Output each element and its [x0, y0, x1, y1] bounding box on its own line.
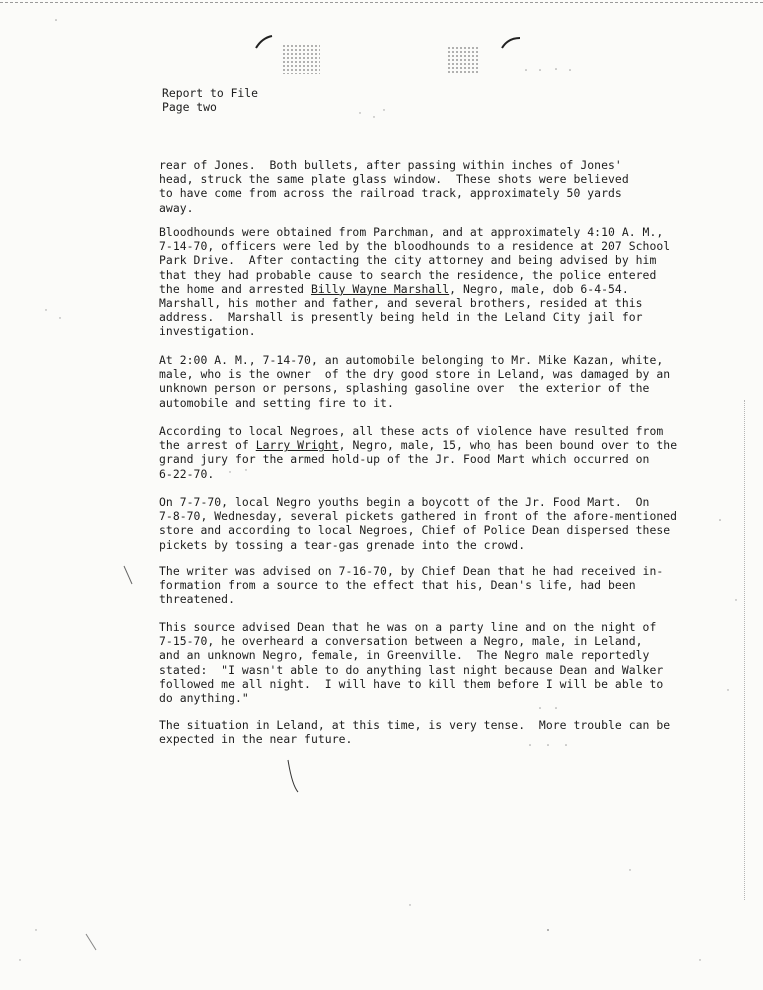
text-line: to have come from across the railroad track, approximately 50 yards [159, 186, 622, 201]
paragraph-5 [159, 495, 699, 552]
text-line: expected in the near future. [159, 732, 353, 747]
paragraph-1 [159, 158, 699, 215]
text-line: , Negro, male, 15, who has been bound over to the [338, 438, 678, 453]
paragraph-3 [159, 353, 699, 410]
text-line: the arrest of [159, 438, 256, 453]
text-line: 7-15-70, he overheard a conversation between a Negro, male, in Leland, [159, 634, 643, 649]
text-line: The situation in Leland, at this time, is very tense. More trouble can be [159, 718, 671, 732]
text-line: formation from a source to the effect that his, Dean's life, had been [159, 578, 636, 593]
pen-mark-left [256, 36, 272, 48]
text-line: According to local Negroes, all these acts of violence have resulted from [159, 424, 664, 438]
text-line: away. [159, 200, 194, 215]
text-line: do anything." [159, 691, 249, 706]
text-line: the home and arrested [159, 281, 311, 296]
text-line: pickets by tossing a tear-gas grenade into the crowd. [159, 537, 526, 552]
text-line: address. Marshall is presently being held in the Leland City jail for [159, 310, 643, 325]
text-line: investigation. [159, 324, 256, 339]
text-line: On 7-7-70, local Negro youths begin a boycott of the Jr. Food Mart. On [159, 495, 650, 509]
text-line: automobile and setting fire to it. [159, 395, 394, 410]
text-line: , Negro, male, dob 6-4-54. [449, 281, 629, 296]
text-line: The writer was advised on 7-16-70, by Chief Dean that he had received in- [159, 564, 664, 578]
text-line: Marshall, his mother and father, and several brothers, resided at this [159, 296, 643, 311]
paragraph-2 [159, 225, 699, 339]
text-line: and an unknown Negro, female, in Greenville. The Negro male reportedly [159, 648, 650, 663]
text-line: male, who is the owner of the dry good store in Leland, was damaged by an [159, 367, 671, 382]
text-line: 7-8-70, Wednesday, several pickets gathered in front of the afore-mentioned [159, 509, 678, 524]
text-line: threatened. [159, 592, 235, 607]
text-line: At 2:00 A. M., 7-14-70, an automobile belonging to Mr. Mike Kazan, white, [159, 353, 664, 367]
text-line: that they had probable cause to search the residence, the police entered [159, 267, 657, 282]
pen-stroke [288, 760, 298, 792]
text-line: 6-22-70. [159, 466, 215, 481]
page-number-label: Page two [162, 100, 217, 114]
text-line: 7-14-70, officers were led by the bloodhounds to a residence at 207 School [159, 239, 671, 254]
text-line: unknown person or persons, splashing gasoline over the exterior of the [159, 381, 650, 396]
text-line: Park Drive. After contacting the city attorney and being advised by him [159, 253, 657, 268]
paragraph-7 [159, 620, 699, 705]
text-line: stated: "I wasn't able to do anything last night because Dean and Walker [159, 662, 664, 677]
paragraph-4 [159, 424, 699, 481]
stray-mark [124, 566, 132, 584]
underlined-name: Billy Wayne Marshall [310, 281, 450, 296]
stray-mark-bottom [86, 934, 96, 950]
text-line: store and according to local Negroes, Chief of Police Dean dispersed these [159, 523, 671, 538]
paragraph-6 [159, 564, 699, 607]
report-header [162, 86, 258, 114]
text-line: followed me all night. I will have to kill them before I will be able to [159, 676, 664, 691]
text-line: head, struck the same plate glass window. These shots were believed [159, 172, 629, 187]
text-line: Bloodhounds were obtained from Parchman, and at approximately 4:10 A. M., [159, 225, 664, 239]
text-line: rear of Jones. Both bullets, after passing within inches of Jones' [159, 158, 622, 172]
text-line: This source advised Dean that he was on a party line and on the night of [159, 620, 657, 634]
underlined-name: Larry Wright [255, 438, 339, 453]
text-line: grand jury for the armed hold-up of the Jr. Food Mart which occurred on [159, 452, 650, 467]
paragraph-8 [159, 718, 699, 746]
pen-mark-right [502, 38, 520, 48]
report-title: Report to File [162, 86, 259, 100]
